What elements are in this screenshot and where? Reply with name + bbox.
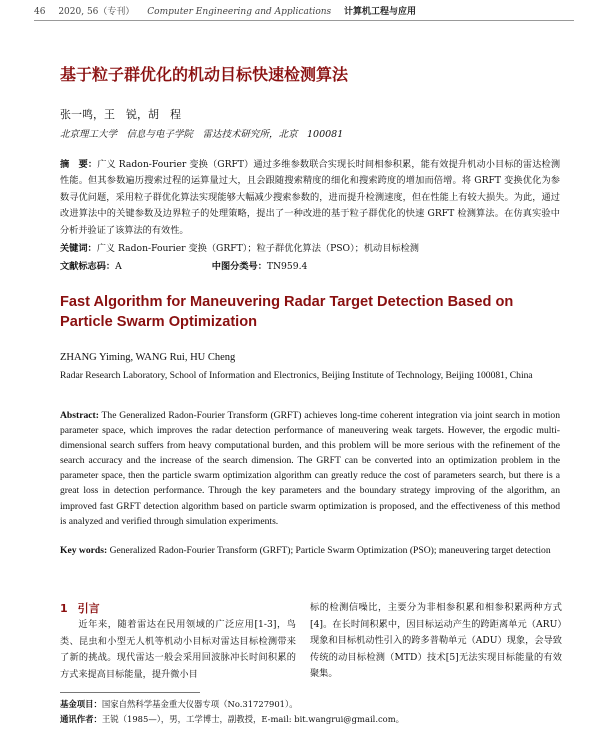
affiliation-en: Radar Research Laboratory, School of Information and Electronics, Beijing Institute of Technology, Beijing 100081, China bbox=[60, 370, 533, 381]
doc-code-label: 文献标志码： bbox=[60, 261, 116, 272]
abstract-en bbox=[60, 408, 560, 529]
keywords-cn-label: 关键词： bbox=[60, 243, 97, 254]
body-column-right: 标的检测信噪比，主要分为非相参积累和相参积累两种方式[4]。在长时间积累中，因目标运动产生的跨距离单元（ARU）现象和目标机动性引入的跨多普勒单元（ADU）现象，会导致传统的动目标检测（MTD）技术[5]无法实现目标能量的有效聚集。 bbox=[310, 602, 562, 679]
authors-en: ZHANG Yiming, WANG Rui, HU Cheng bbox=[60, 352, 236, 363]
section-title: 引言 bbox=[77, 602, 100, 615]
contact-text: 王锐（1985—），男，工学博士，副教授，E-mail: bit.wangrui@gmail.com。 bbox=[101, 714, 405, 724]
page-title-en: Fast Algorithm for Maneuvering Radar Target Detection Based on Particle Swarm Optimization bbox=[60, 294, 514, 330]
contact-label: 通讯作者： bbox=[60, 714, 102, 724]
abstract-cn-label: 摘 要： bbox=[60, 159, 98, 170]
affiliation-cn: 北京理工大学 信息与电子学院 雷达技术研究所，北京 100081 bbox=[60, 129, 344, 140]
journal-name-en: Computer Engineering and Applications bbox=[147, 7, 332, 17]
fund-label: 基金项目： bbox=[60, 699, 102, 709]
body-column-left: 近年来，随着雷达在民用领域的广泛应用[1-3]，鸟类、昆虫和小型无人机等机动小目标对雷达目标检测带来了新的挑战。现代雷达一般会采用回波脉冲长时间积累的方式来提高目标能量，提升微小目 bbox=[60, 619, 296, 680]
keywords-cn-text: 广义 Radon-Fourier 变换（GRFT）；粒子群优化算法（PSO）；机动目标检测 bbox=[96, 243, 419, 254]
contact-footnote bbox=[60, 713, 404, 725]
abstract-cn-text: 广义 Radon-Fourier 变换（GRFT）通过多维参数联合实现长时间相参积累，能有效提升机动小目标的雷达检测性能。但其参数遍历搜索过程的运算量过大，且会跟随搜索精度的细化和搜索跨度的增加而倍增。将 GRFT 变换优化为参数寻优问题，采用粒子群优化算法实现能够大幅减少搜索参数的，进而提升检测速度，但在性能上有较大损失。为此，通过改进算法中的关键参数及边界粒子的处理策略，提出了一种改进的基于粒子群优化的快速 GRFT 检测算法。在仿真实验中分析并验证了该算法的有效性。 bbox=[60, 159, 561, 236]
clc-label: 中图分类号： bbox=[211, 261, 267, 272]
page-number: 46 bbox=[34, 7, 46, 17]
running-header bbox=[34, 4, 574, 20]
fund-text: 国家自然科学基金重大仪器专项（No.31727901）。 bbox=[101, 699, 298, 709]
doc-code: A bbox=[115, 261, 122, 272]
section-number: 1 bbox=[60, 602, 68, 615]
abstract-cn bbox=[60, 157, 560, 239]
keywords-cn bbox=[60, 240, 560, 254]
page-title-cn: 基于粒子群优化的机动目标快速检测算法 bbox=[60, 65, 349, 84]
authors-cn: 张一鸣，王 锐，胡 程 bbox=[60, 108, 181, 121]
abstract-en-text: The Generalized Radon-Fourier Transform (GRFT) achieves long-time coherent integration via joint search in motion parameter space, which improves the radar detection performance of maneuvering weak targets. However, the ergodic multi-dimensional search suffers from heavy computational burden, and this problem will be more serious with the refinement of the search accuracy and the increase of the search dimension. The GRFT can be converted into an optimization problem in the parameter space, then the particle swarm optimization algorithm can greatly reduce the cost of parameters search, but there is a great loss in detection performance. Through the key parameters and the boundary strategy improving of the algorithm, an improved fast GRFT detection algorithm based on particle swarm optimization is proposed, and the effectiveness of this method is analyzed and verified through simulation experiments. bbox=[60, 410, 560, 527]
footnote-rule bbox=[60, 692, 200, 693]
classification-row bbox=[60, 258, 560, 272]
keywords-en-label: Key words: bbox=[60, 545, 108, 556]
clc-code: TN959.4 bbox=[266, 261, 308, 272]
issue-info: 2020, 56（专刊） bbox=[58, 7, 135, 17]
keywords-en bbox=[60, 543, 560, 558]
journal-name-cn: 计算机工程与应用 bbox=[344, 7, 417, 17]
keywords-en-text: Generalized Radon-Fourier Transform (GRFT); Particle Swarm Optimization (PSO); maneuvering target detection bbox=[109, 545, 551, 556]
abstract-en-label: Abstract: bbox=[60, 410, 99, 421]
header-rule bbox=[34, 20, 574, 21]
section-heading bbox=[60, 600, 100, 616]
fund-footnote bbox=[60, 698, 298, 710]
